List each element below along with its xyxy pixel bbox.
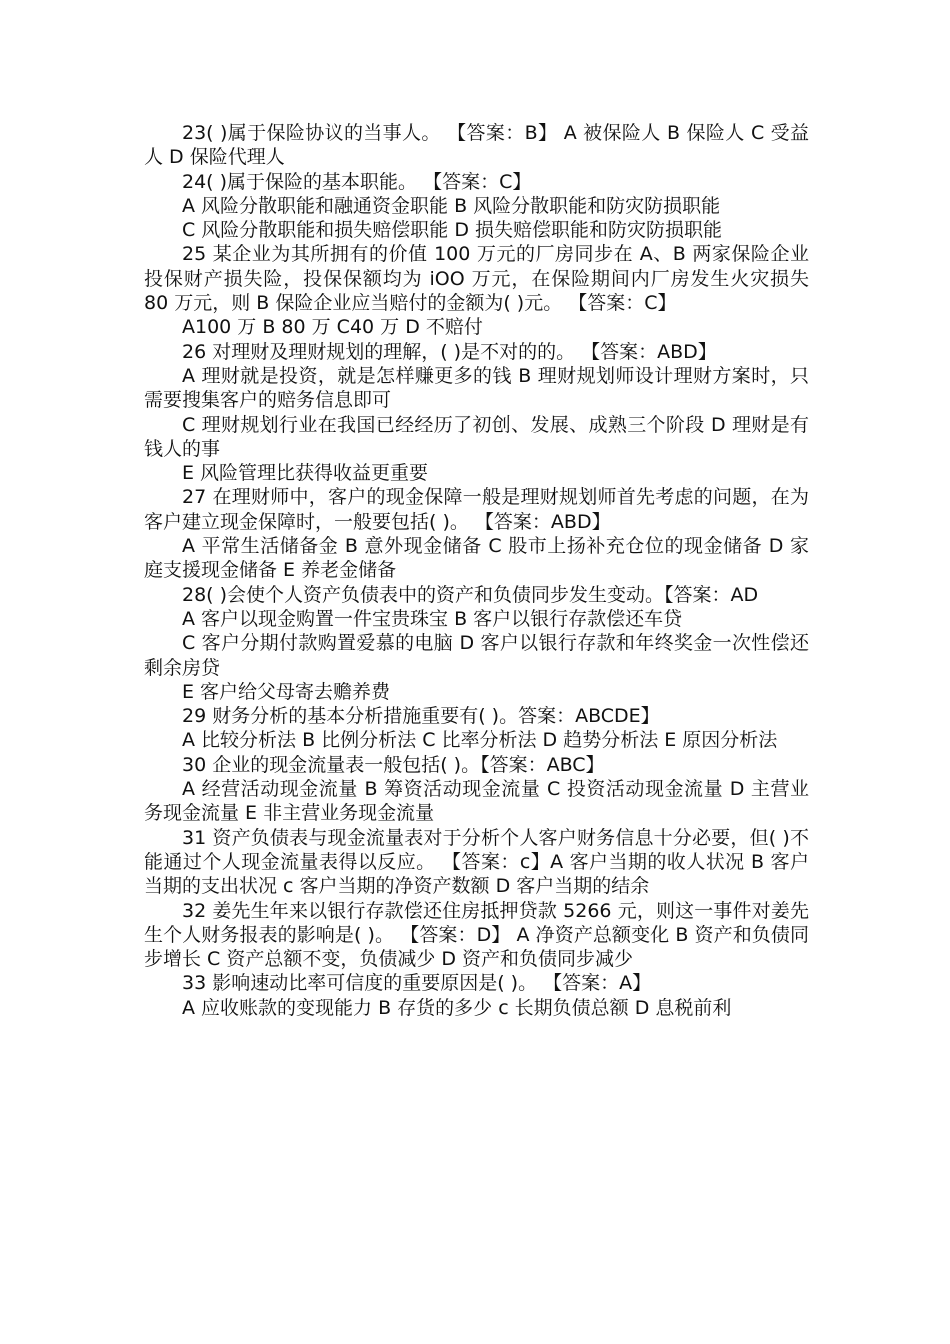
paragraph: A 比较分析法 B 比例分析法 C 比率分析法 D 趋势分析法 E 原因分析法 — [182, 729, 778, 752]
paragraph: 32 姜先生年来以银行存款偿还住房抵押贷款 5266 元，则这一事件对姜先生个人财务报表的影响是( )。 【答案：D】 A 净资产总额变化 B 资产和负债同步增长 C 资产总额不变，负债减少 D 资产和负债同步减少 — [144, 899, 809, 971]
paragraph: A 客户以现金购置一件宝贵珠宝 B 客户以银行存款偿还车贷 — [182, 607, 683, 630]
paragraph: 33 影响速动比率可信度的重要原因是( )。 【答案：A】 — [182, 972, 652, 995]
paragraph: A 理财就是投资，就是怎样赚更多的钱 B 理财规划师设计理财方案时，只需要搜集客户的赔务信息即可 — [144, 364, 809, 412]
paragraph: 26 对理财及理财规划的理解，( )是不对的的。 【答案：ABD】 — [182, 340, 717, 363]
paragraph: 29 财务分析的基本分析措施重要有( )。答案：ABCDE】 — [182, 705, 660, 728]
paragraph: E 客户给父母寄去赡养费 — [182, 680, 391, 703]
paragraph: E 风险管理比获得收益更重要 — [182, 462, 429, 485]
paragraph: A100 万 B 80 万 C40 万 D 不赔付 — [182, 316, 483, 339]
paragraph: 30 企业的现金流量表一般包括( )。【答案：ABC】 — [182, 753, 605, 776]
paragraph: C 风险分散职能和损失赔偿职能 D 损失赔偿职能和防灾防损职能 — [182, 219, 723, 242]
paragraph: 25 某企业为其所拥有的价值 100 万元的厂房同步在 A、B 两家保险企业投保财产损失险，投保保额均为 iOO 万元，在保险期间内厂房发生火灾损失 80 万元，则 B 保险企业应当赔付的金额为( )元。 【答案：C】 — [144, 243, 816, 315]
paragraph: 24( )属于保险的基本职能。 【答案：C】 — [182, 170, 532, 193]
paragraph: C 理财规划行业在我国已经经历了初创、发展、成熟三个阶段 D 理财是有钱人的事 — [144, 413, 809, 460]
document-page — [144, 121, 816, 1020]
paragraph: A 风险分散职能和融通资金职能 B 风险分散职能和防灾防损职能 — [182, 194, 721, 217]
paragraph: A 经营活动现金流量 B 筹资活动现金流量 C 投资活动现金流量 D 主营业务现金流量 E 非主营业务现金流量 — [144, 778, 809, 825]
paragraph: A 平常生活储备金 B 意外现金储备 C 股市上扬补充仓位的现金储备 D 家庭支援现金储备 E 养老金储备 — [144, 535, 809, 582]
paragraph: 27 在理财师中，客户的现金保障一般是理财规划师首先考虑的问题，在为客户建立现金保障时，一般要包括( )。 【答案：ABD】 — [144, 486, 809, 533]
paragraph: C 客户分期付款购置爱慕的电脑 D 客户以银行存款和年终奖金一次性偿还剩余房贷 — [144, 632, 809, 679]
paragraph: 31 资产负债表与现金流量表对于分析个人客户财务信息十分必要，但( )不能通过个人现金流量表得以反应。 【答案：c】A 客户当期的收人状况 B 客户当期的支出状况 c 客户当期的净资产数额 D 客户当期的结余 — [144, 826, 809, 898]
paragraph: 28( )会使个人资产负债表中的资产和负债同步发生变动。【答案：AD — [182, 583, 759, 606]
paragraph: 23( )属于保险协议的当事人。 【答案：B】 A 被保险人 B 保险人 C 受益人 D 保险代理人 — [144, 122, 809, 169]
paragraph: A 应收账款的变现能力 B 存货的多少 c 长期负债总额 D 息税前利 — [182, 996, 732, 1019]
